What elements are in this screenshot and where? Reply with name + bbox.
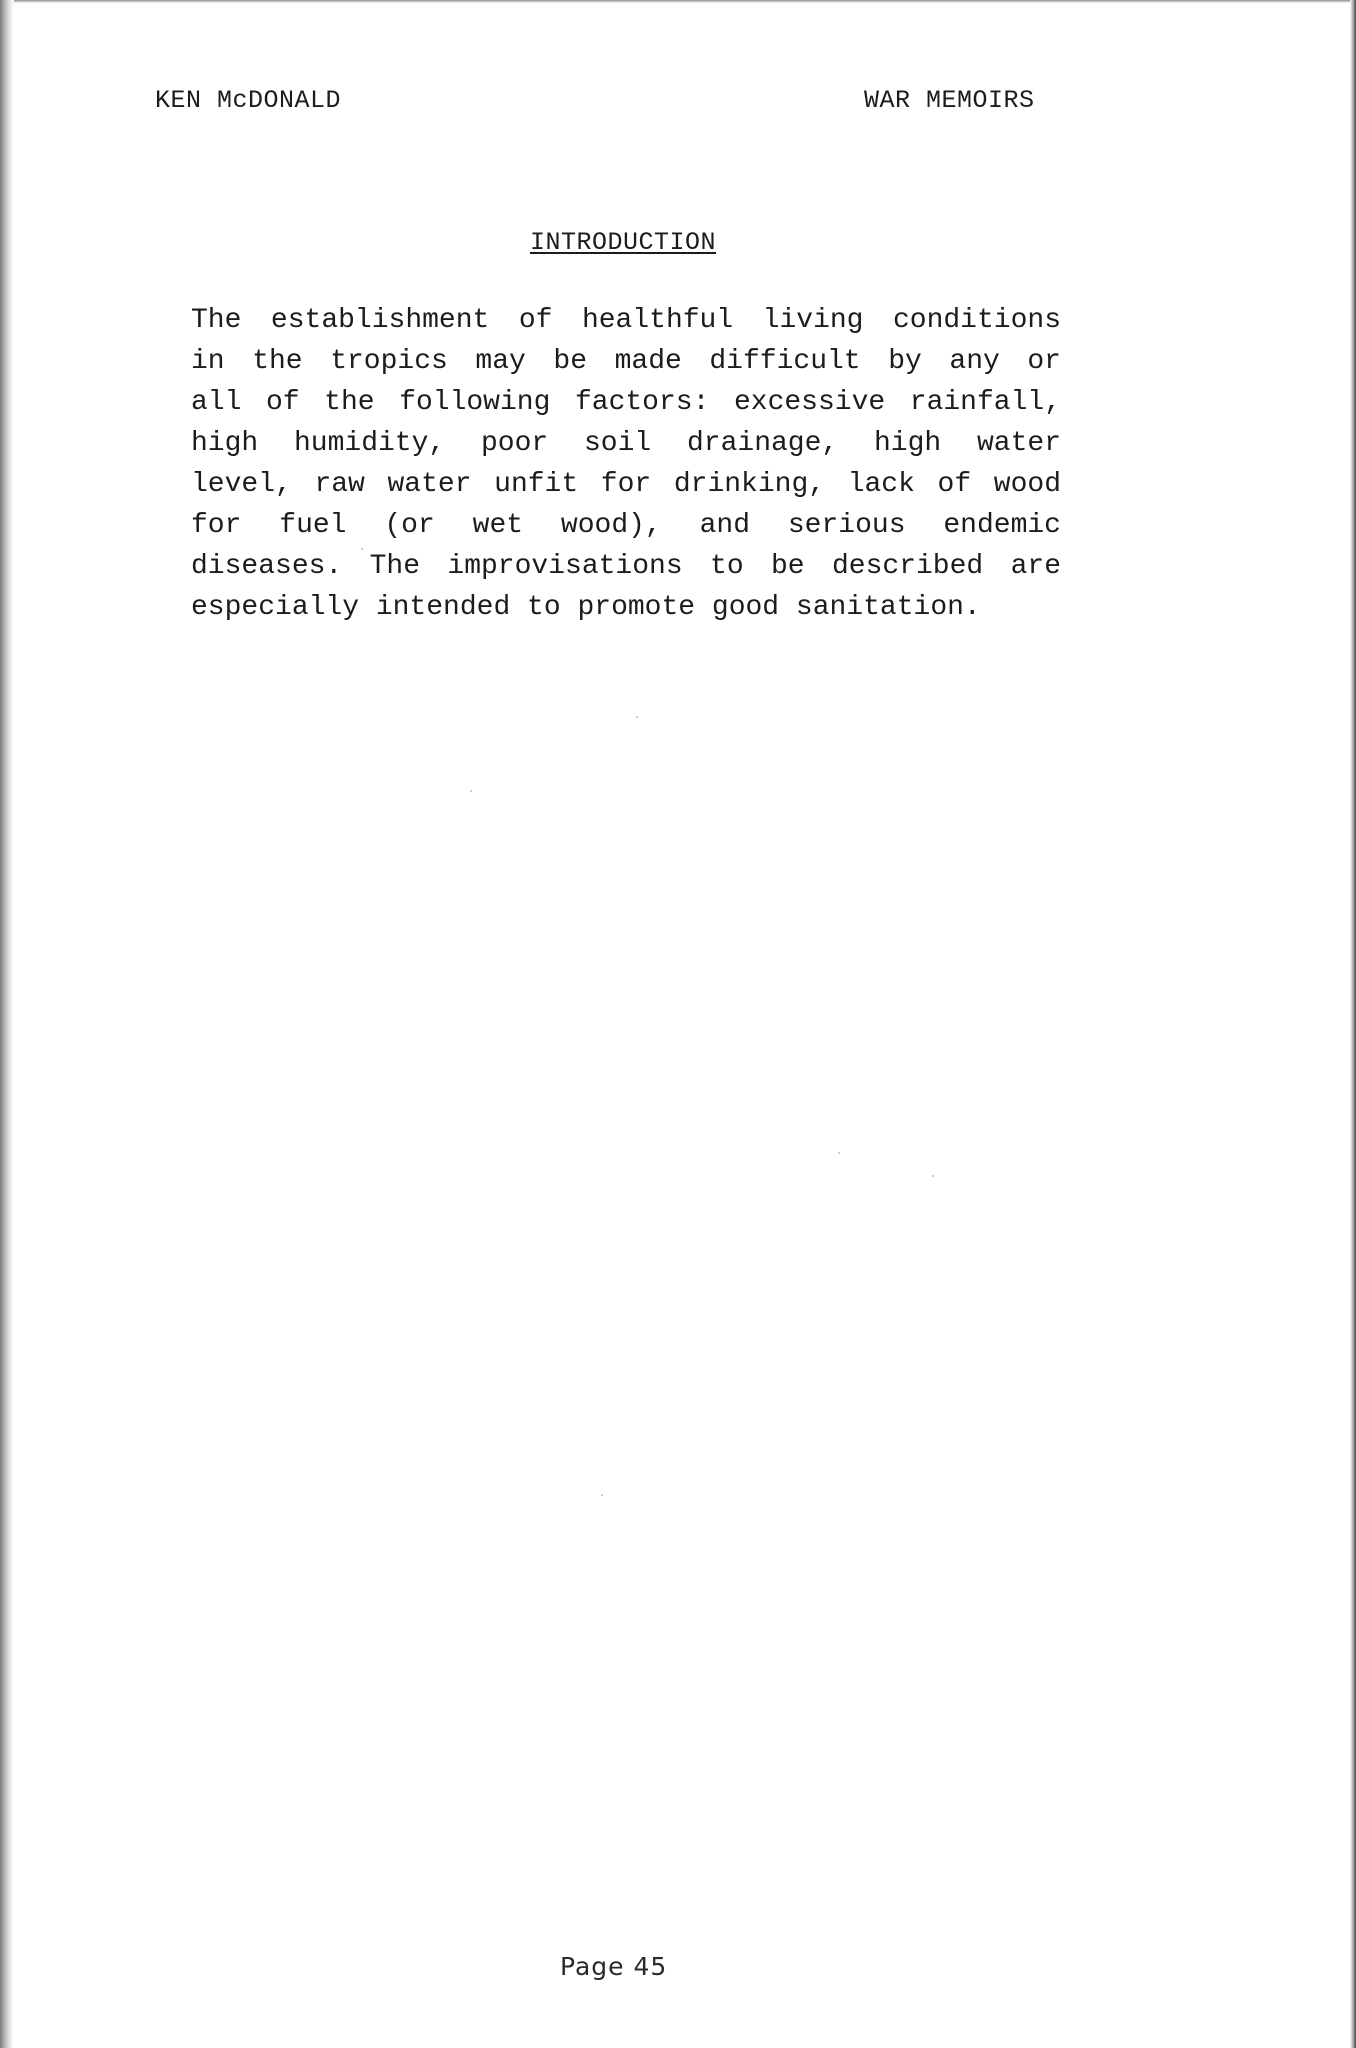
body-line: level, raw water unfit for drinking, lack of wood <box>191 469 1061 500</box>
body-line: The establishment of healthful living conditions <box>191 305 1061 336</box>
body-paragraph <box>191 300 1061 628</box>
body-line: for fuel (or wet wood), and serious endemic <box>191 510 1061 541</box>
scan-top-edge <box>0 0 1356 3</box>
running-head-title: WAR MEMOIRS <box>864 86 1035 115</box>
body-line: especially intended to promote good sanitation. <box>191 592 981 623</box>
scan-speck <box>838 1152 840 1154</box>
section-title: INTRODUCTION <box>529 228 717 257</box>
scan-binding-edge <box>0 0 14 2048</box>
scan-speck <box>470 790 472 792</box>
body-line: in the tropics may be made difficult by any or <box>191 346 1061 377</box>
scan-speck <box>361 548 363 550</box>
page-number: Page 45 <box>560 1952 668 1981</box>
running-head-author: KEN McDONALD <box>155 86 342 115</box>
scan-speck <box>636 716 638 718</box>
body-line: all of the following factors: excessive rainfall, <box>191 387 1061 418</box>
scan-right-edge <box>1350 0 1356 2048</box>
scan-speck <box>601 1494 603 1496</box>
scan-speck <box>932 1175 934 1177</box>
body-line: diseases. The improvisations to be described are <box>191 551 1061 582</box>
body-line: high humidity, poor soil drainage, high water <box>191 428 1061 459</box>
